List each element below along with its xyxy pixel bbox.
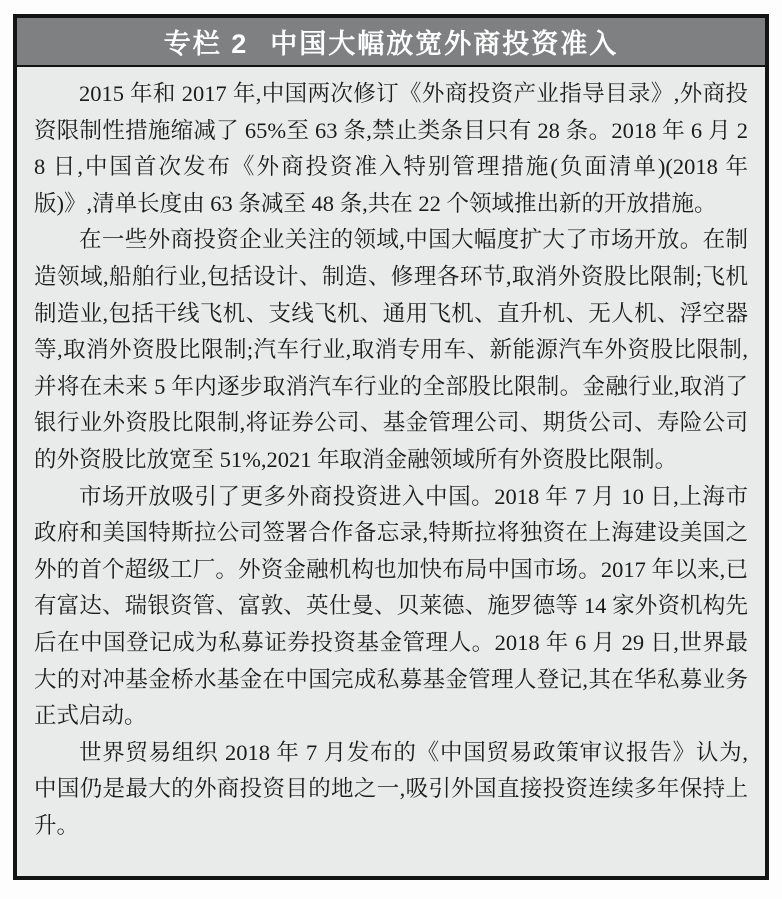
paragraph-1: 2015 年和 2017 年,中国两次修订《外商投资产业指导目录》,外商投资限制性措施缩减了 65%至 63 条,禁止类条目只有 28 条。2018 年 6 月 28 日,中国首次发布《外商投资准入特别管理措施(负面清单)(2018 年版)》,清单长度由 63 条减至 48 条,共在 22 个领域推出新的开放措施。 — [34, 81, 748, 216]
paragraph-3: 市场开放吸引了更多外商投资进入中国。2018 年 7 月 10 日,上海市政府和美国特斯拉公司签署合作备忘录,特斯拉将独资在上海建设美国之外的首个超级工厂。外资金融机构也加快布局中国市场。2017 年以来,已有富达、瑞银资管、富敦、英仕曼、贝莱德、施罗德等 14 家外资机构先后在中国登记成为私募证券投资基金管理人。2018 年 6 月 29 日,世界最大的对冲基金桥水基金在中国完成私募基金管理人登记,其在华私募业务正式启动。 — [34, 483, 748, 729]
box-number-label: 专栏 2 — [163, 29, 249, 59]
box-body — [17, 67, 765, 844]
paragraph-2: 在一些外商投资企业关注的领域,中国大幅度扩大了市场开放。在制造领域,船舶行业,包括设计、制造、修理各环节,取消外资股比限制;飞机制造业,包括干线飞机、支线飞机、通用飞机、直升机、无人机、浮空器等,取消外资股比限制;汽车行业,取消专用车、新能源汽车外资股比限制,并将在未来 5 年内逐步取消汽车行业的全部股比限制。金融行业,取消了银行业外资股比限制,将证券公司、基金管理公司、期货公司、寿险公司的外资股比放宽至 51%,2021 年取消金融领域所有外资股比限制。 — [34, 227, 748, 472]
paragraph-4: 世界贸易组织 2018 年 7 月发布的《中国贸易政策审议报告》认为,中国仍是最大的外商投资目的地之一,吸引外国直接投资连续多年保持上升。 — [34, 739, 748, 838]
box-title: 中国大幅放宽外商投资准入 — [270, 29, 619, 59]
sidebar-box-panel — [13, 14, 769, 880]
box-header — [17, 18, 765, 67]
